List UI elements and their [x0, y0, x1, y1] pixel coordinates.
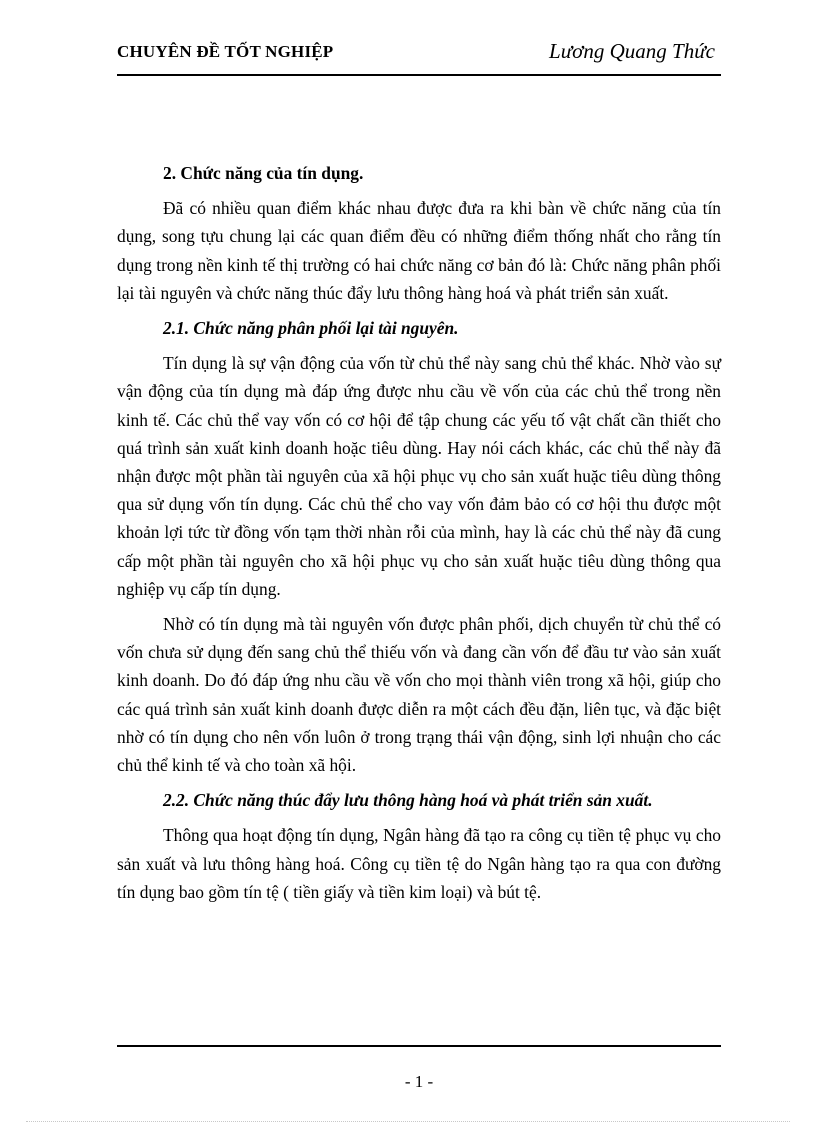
document-type-title: CHUYÊN ĐỀ TỐT NGHIỆP [117, 42, 334, 61]
paragraph-redistribution-2: Nhờ có tín dụng mà tài nguyên vốn được phân phối, dịch chuyển từ chủ thể có vốn chưa sử dụng đến sang chủ thể thiếu vốn và đang cần vốn để đầu tư vào sản xuất kinh doanh. Do đó đáp ứng nhu cầu về vốn cho mọi thành viên trong xã hội, giúp cho các quá trình sản xuất kinh doanh được diễn ra một cách đều đặn, liên tục, và đặc biệt nhờ có tín dụng cho nên vốn luôn ở trong trạng thái vận động, sinh lợi nhuận cho các chủ thể kinh tế và cho toàn xã hội. [117, 614, 721, 776]
paragraph-credit-functions-intro: Đã có nhiều quan điểm khác nhau được đưa ra khi bàn về chức năng của tín dụng, song tựu chung lại các quan điểm đều có những điểm thống nhất cho rằng tín dụng trong nền kinh tế thị trường có hai chức năng cơ bản đó là: Chức năng phân phối lại tài nguyên và chức năng thúc đẩy lưu thông hàng hoá và phát triển sản xuất. [117, 198, 721, 303]
paragraph-circulation-1: Thông qua hoạt động tín dụng, Ngân hàng đã tạo ra công cụ tiền tệ phục vụ cho sản xuất và lưu thông hàng hoá. Công cụ tiền tệ do Ngân hàng tạo ra qua con đường tín dụng bao gồm tín tệ ( tiền giấy và tiền kim loại) và bút tệ. [117, 825, 721, 902]
section-heading-2-2: 2.2. Chức năng thúc đẩy lưu thông hàng hoá và phát triển sản xuất. [163, 790, 653, 811]
page-number: - 1 - [404, 1072, 434, 1091]
section-heading-2: 2. Chức năng của tín dụng. [163, 163, 364, 183]
author-name: Lương Quang Thức [549, 39, 715, 63]
section-heading-2-1: 2.1. Chức năng phân phối lại tài nguyên. [163, 318, 459, 339]
paragraph-redistribution-1: Tín dụng là sự vận động của vốn từ chủ thể này sang chủ thể khác. Nhờ vào sự vận động của tín dụng mà đáp ứng được nhu cầu về vốn của các chủ thể trong nền kinh tế. Các chủ thể vay vốn có cơ hội để tập chung các yếu tố vật chất cần thiết cho quá trình sản xuất kinh doanh hoặc tiêu dùng. Hay nói cách khác, các chủ thể này đã nhận được một phần tài nguyên của xã hội phục vụ cho sản xuất huặc tiêu dùng thông qua sử dụng vốn tín dụng. Các chủ thể cho vay vốn đảm bảo có cơ hội thu được một khoản lợi tức từ đồng vốn tạm thời nhàn rỗi của mình, hay là các chủ thể này đã cung cấp một phần tài nguyên cho xã hội phục vụ cho sản xuất huặc tiêu dùng thông qua nghiệp vụ cấp tín dụng. [117, 353, 721, 599]
page-edge-divider [26, 1121, 790, 1122]
page-header [117, 38, 721, 76]
footer-divider [117, 1045, 721, 1047]
page-body [117, 159, 721, 906]
